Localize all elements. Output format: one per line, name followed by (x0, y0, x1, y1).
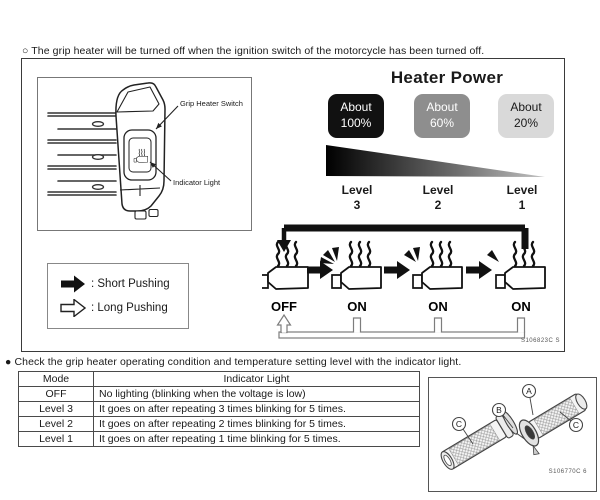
figure-code-grips: S106770C 6 (548, 469, 587, 475)
grip-heater-switch-label: Grip Heater Switch (180, 99, 243, 108)
push-legend (47, 263, 189, 329)
col-header-mode: Mode (19, 372, 94, 387)
svg-text:C: C (572, 420, 580, 430)
col-header-indicator: Indicator Light (94, 372, 420, 387)
power-60-line1: About (426, 100, 458, 115)
level-1-label: Level 1 (506, 183, 538, 212)
grip-heater-switch-callout (156, 99, 243, 129)
power-20-line2: 20% (513, 116, 539, 130)
svg-text:B: B (496, 405, 502, 415)
heater-icon-on-level1 (496, 242, 545, 289)
level-bracket (277, 228, 525, 252)
long-push-return-path (278, 315, 525, 338)
power-20-line1: About (510, 100, 542, 115)
power-100-line1: About (340, 100, 372, 115)
blink-rays-2 (404, 247, 420, 262)
switch-location-figure (37, 77, 252, 231)
power-level-60-badge (414, 94, 470, 138)
svg-text:A: A (526, 386, 532, 396)
power-60-line2: 60% (429, 116, 455, 130)
legend-long-push: : Long Pushing (60, 299, 188, 317)
part-label-b (493, 404, 506, 417)
heater-power-title: Heater Power (390, 68, 504, 87)
state-label-on-1: ON (347, 299, 367, 314)
power-gradient-wedge (326, 145, 546, 179)
indicator-light-label: Indicator Light (173, 178, 221, 187)
power-level-100-badge (328, 94, 384, 138)
blink-rays-1 (487, 250, 499, 262)
top-note: ○ The grip heater will be turned off when the ignition switch of the motorcycle has been turned off. (22, 45, 485, 57)
state-flow-diagram (262, 221, 552, 347)
svg-text:C: C (455, 419, 463, 429)
check-note: ● Check the grip heater operating condition and temperature setting level with the indicator light. (5, 356, 462, 368)
short-push-icon (60, 275, 86, 293)
part-label-c-left (453, 418, 466, 431)
heater-icon-on-level3 (332, 242, 381, 289)
heater-power-diagram-box (21, 58, 565, 352)
part-label-c-right (570, 419, 583, 432)
level-3-label: Level 3 (341, 183, 373, 212)
heater-icon-on-level2 (413, 242, 462, 289)
table-header-row (19, 372, 420, 387)
state-label-on-3: ON (511, 299, 531, 314)
level-2-label: Level 2 (422, 183, 454, 212)
power-100-line2: 100% (340, 116, 372, 130)
table-row: Level 1 It goes on after repeating 1 time blinking for 5 times. (19, 432, 420, 447)
table-row: Level 2 It goes on after repeating 2 times blinking for 5 times. (19, 417, 420, 432)
grip-parts-figure-box (428, 377, 597, 492)
handlebar-slots (93, 122, 104, 190)
blink-rays-3 (320, 247, 339, 264)
figure-code-main: S106823C S (520, 338, 560, 344)
legend-short-push: : Short Pushing (60, 275, 188, 293)
indicator-light-table (18, 371, 420, 447)
table-row: Level 3 It goes on after repeating 3 times blinking for 5 times. (19, 402, 420, 417)
handlebar-lines (48, 113, 116, 195)
table-row: OFF No lighting (blinking when the voltage is low) (19, 387, 420, 402)
state-label-on-2: ON (428, 299, 448, 314)
long-push-icon (60, 299, 86, 317)
power-level-20-badge (498, 94, 554, 138)
part-label-a (523, 385, 536, 398)
state-label-off: OFF (271, 299, 297, 314)
switch-housing (116, 83, 165, 219)
